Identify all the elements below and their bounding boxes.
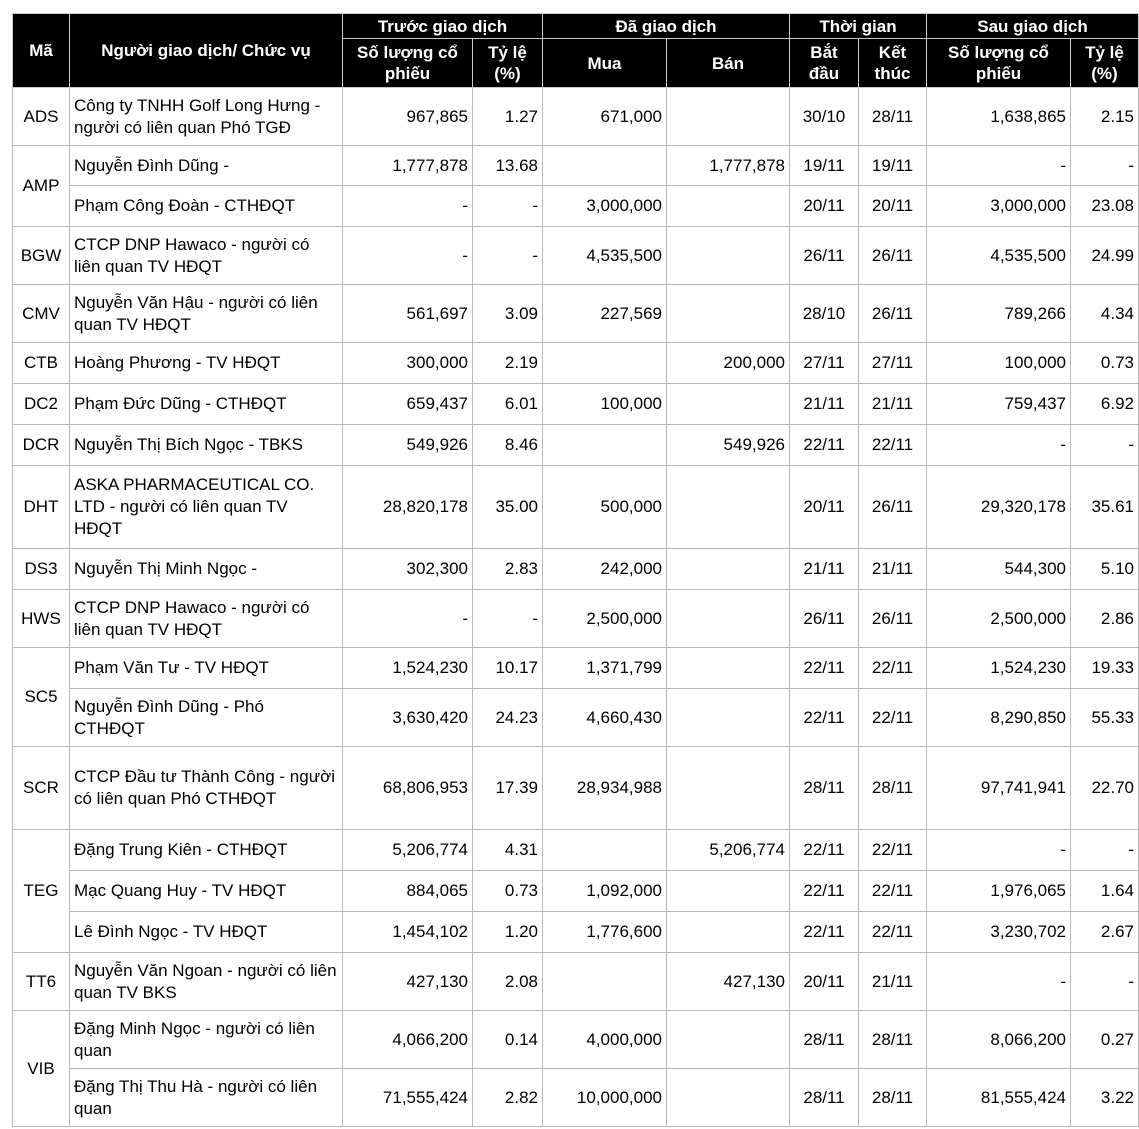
after-pct-cell: 0.27 — [1071, 1011, 1139, 1069]
start-date-cell: 22/11 — [790, 689, 859, 747]
person-cell: Công ty TNHH Golf Long Hưng - người có liên quan Phó TGĐ — [70, 88, 343, 146]
before-qty-cell: 549,926 — [343, 425, 473, 466]
before-qty-cell: 28,820,178 — [343, 466, 473, 549]
person-cell: Nguyễn Đình Dũng - — [70, 146, 343, 186]
after-qty-cell: 759,437 — [927, 384, 1071, 425]
end-date-cell: 22/11 — [859, 425, 927, 466]
start-date-cell: 22/11 — [790, 912, 859, 953]
col-code-header: Mã — [13, 14, 70, 88]
sell-cell — [667, 285, 790, 343]
col-start-header: Bắt đầu — [790, 39, 859, 88]
table-row — [13, 146, 1139, 186]
start-date-cell: 22/11 — [790, 830, 859, 871]
before-pct-cell: 13.68 — [473, 146, 543, 186]
before-qty-cell: 71,555,424 — [343, 1069, 473, 1127]
after-qty-cell: 3,230,702 — [927, 912, 1071, 953]
stock-code-cell: ADS — [13, 88, 70, 146]
before-pct-cell: 3.09 — [473, 285, 543, 343]
sell-cell — [667, 186, 790, 227]
start-date-cell: 22/11 — [790, 425, 859, 466]
stock-code-cell: DC2 — [13, 384, 70, 425]
person-cell: Phạm Đức Dũng - CTHĐQT — [70, 384, 343, 425]
end-date-cell: 26/11 — [859, 285, 927, 343]
buy-cell: 671,000 — [543, 88, 667, 146]
table-row — [13, 425, 1139, 466]
after-pct-cell: - — [1071, 146, 1139, 186]
table-row — [13, 1069, 1139, 1127]
end-date-cell: 22/11 — [859, 912, 927, 953]
buy-cell: 3,000,000 — [543, 186, 667, 227]
before-pct-cell: 35.00 — [473, 466, 543, 549]
person-cell: Nguyễn Văn Ngoan - người có liên quan TV BKS — [70, 953, 343, 1011]
before-pct-cell: 2.82 — [473, 1069, 543, 1127]
before-qty-cell: 4,066,200 — [343, 1011, 473, 1069]
sell-cell — [667, 912, 790, 953]
start-date-cell: 21/11 — [790, 549, 859, 590]
sell-cell: 200,000 — [667, 343, 790, 384]
table-row — [13, 689, 1139, 747]
before-pct-cell: - — [473, 227, 543, 285]
table-row — [13, 953, 1139, 1011]
sell-cell: 1,777,878 — [667, 146, 790, 186]
stock-code-cell: DS3 — [13, 549, 70, 590]
table-row — [13, 549, 1139, 590]
after-qty-cell: 8,066,200 — [927, 1011, 1071, 1069]
end-date-cell: 26/11 — [859, 466, 927, 549]
person-cell: CTCP DNP Hawaco - người có liên quan TV HĐQT — [70, 227, 343, 285]
before-qty-cell: - — [343, 186, 473, 227]
person-cell: Đặng Trung Kiên - CTHĐQT — [70, 830, 343, 871]
after-pct-cell: 2.67 — [1071, 912, 1139, 953]
buy-cell: 4,535,500 — [543, 227, 667, 285]
end-date-cell: 26/11 — [859, 590, 927, 648]
buy-cell: 4,000,000 — [543, 1011, 667, 1069]
end-date-cell: 28/11 — [859, 88, 927, 146]
person-cell: Nguyễn Thị Bích Ngọc - TBKS — [70, 425, 343, 466]
end-date-cell: 26/11 — [859, 227, 927, 285]
before-pct-cell: 1.20 — [473, 912, 543, 953]
sell-cell — [667, 88, 790, 146]
start-date-cell: 28/11 — [790, 1011, 859, 1069]
end-date-cell: 22/11 — [859, 648, 927, 689]
after-qty-cell: 4,535,500 — [927, 227, 1071, 285]
person-cell: Phạm Công Đoàn - CTHĐQT — [70, 186, 343, 227]
before-pct-cell: 17.39 — [473, 747, 543, 830]
end-date-cell: 28/11 — [859, 1069, 927, 1127]
group-traded-header: Đã giao dịch — [543, 14, 790, 39]
sell-cell — [667, 648, 790, 689]
after-qty-cell: 8,290,850 — [927, 689, 1071, 747]
sell-cell — [667, 549, 790, 590]
before-pct-cell: 2.19 — [473, 343, 543, 384]
col-buy-header: Mua — [543, 39, 667, 88]
before-pct-cell: - — [473, 186, 543, 227]
before-qty-cell: 427,130 — [343, 953, 473, 1011]
person-cell: Nguyễn Đình Dũng - Phó CTHĐQT — [70, 689, 343, 747]
after-qty-cell: - — [927, 953, 1071, 1011]
stock-code-cell: AMP — [13, 146, 70, 227]
before-qty-cell: 302,300 — [343, 549, 473, 590]
after-pct-cell: 5.10 — [1071, 549, 1139, 590]
start-date-cell: 30/10 — [790, 88, 859, 146]
start-date-cell: 19/11 — [790, 146, 859, 186]
after-pct-cell: 1.64 — [1071, 871, 1139, 912]
col-person-header: Người giao dịch/ Chức vụ — [70, 14, 343, 88]
sell-cell — [667, 384, 790, 425]
group-time-header: Thời gian — [790, 14, 927, 39]
insider-trading-table — [12, 13, 1139, 1127]
buy-cell: 2,500,000 — [543, 590, 667, 648]
end-date-cell: 19/11 — [859, 146, 927, 186]
stock-code-cell: DCR — [13, 425, 70, 466]
person-cell: Hoàng Phương - TV HĐQT — [70, 343, 343, 384]
end-date-cell: 22/11 — [859, 689, 927, 747]
after-qty-cell: 1,976,065 — [927, 871, 1071, 912]
after-qty-cell: - — [927, 425, 1071, 466]
before-qty-cell: 561,697 — [343, 285, 473, 343]
after-pct-cell: 19.33 — [1071, 648, 1139, 689]
end-date-cell: 22/11 — [859, 830, 927, 871]
after-qty-cell: 1,638,865 — [927, 88, 1071, 146]
after-qty-cell: 3,000,000 — [927, 186, 1071, 227]
before-pct-cell: - — [473, 590, 543, 648]
after-pct-cell: 55.33 — [1071, 689, 1139, 747]
start-date-cell: 27/11 — [790, 343, 859, 384]
after-qty-cell: 1,524,230 — [927, 648, 1071, 689]
buy-cell: 227,569 — [543, 285, 667, 343]
before-pct-cell: 10.17 — [473, 648, 543, 689]
after-qty-cell: 81,555,424 — [927, 1069, 1071, 1127]
start-date-cell: 26/11 — [790, 590, 859, 648]
buy-cell: 1,092,000 — [543, 871, 667, 912]
buy-cell — [543, 343, 667, 384]
buy-cell: 10,000,000 — [543, 1069, 667, 1127]
end-date-cell: 28/11 — [859, 1011, 927, 1069]
person-cell: Nguyễn Thị Minh Ngọc - — [70, 549, 343, 590]
buy-cell: 28,934,988 — [543, 747, 667, 830]
table-header — [13, 14, 1139, 88]
end-date-cell: 27/11 — [859, 343, 927, 384]
before-pct-cell: 4.31 — [473, 830, 543, 871]
table-row — [13, 648, 1139, 689]
after-qty-cell: 97,741,941 — [927, 747, 1071, 830]
before-qty-cell: 1,777,878 — [343, 146, 473, 186]
table-row — [13, 747, 1139, 830]
col-after-qty-header: Số lượng cổ phiếu — [927, 39, 1071, 88]
after-qty-cell: 29,320,178 — [927, 466, 1071, 549]
table-row — [13, 227, 1139, 285]
table-row — [13, 343, 1139, 384]
table-row — [13, 830, 1139, 871]
start-date-cell: 26/11 — [790, 227, 859, 285]
after-pct-cell: 3.22 — [1071, 1069, 1139, 1127]
person-cell: Lê Đình Ngọc - TV HĐQT — [70, 912, 343, 953]
person-cell: Đặng Thị Thu Hà - người có liên quan — [70, 1069, 343, 1127]
person-cell: CTCP Đầu tư Thành Công - người có liên quan Phó CTHĐQT — [70, 747, 343, 830]
buy-cell — [543, 146, 667, 186]
before-pct-cell: 0.73 — [473, 871, 543, 912]
before-qty-cell: - — [343, 227, 473, 285]
buy-cell: 242,000 — [543, 549, 667, 590]
start-date-cell: 20/11 — [790, 953, 859, 1011]
after-pct-cell: - — [1071, 830, 1139, 871]
stock-code-cell: CTB — [13, 343, 70, 384]
table-row — [13, 466, 1139, 549]
buy-cell: 4,660,430 — [543, 689, 667, 747]
end-date-cell: 22/11 — [859, 871, 927, 912]
sell-cell — [667, 466, 790, 549]
before-pct-cell: 6.01 — [473, 384, 543, 425]
person-cell: Đặng Minh Ngọc - người có liên quan — [70, 1011, 343, 1069]
col-end-header: Kết thúc — [859, 39, 927, 88]
start-date-cell: 28/11 — [790, 747, 859, 830]
after-pct-cell: - — [1071, 953, 1139, 1011]
end-date-cell: 20/11 — [859, 186, 927, 227]
after-qty-cell: 100,000 — [927, 343, 1071, 384]
after-pct-cell: 2.15 — [1071, 88, 1139, 146]
after-pct-cell: 6.92 — [1071, 384, 1139, 425]
person-cell: Mạc Quang Huy - TV HĐQT — [70, 871, 343, 912]
table-row — [13, 1011, 1139, 1069]
before-qty-cell: 300,000 — [343, 343, 473, 384]
buy-cell — [543, 425, 667, 466]
after-pct-cell: 23.08 — [1071, 186, 1139, 227]
after-qty-cell: 544,300 — [927, 549, 1071, 590]
sell-cell — [667, 1011, 790, 1069]
sell-cell — [667, 747, 790, 830]
before-pct-cell: 8.46 — [473, 425, 543, 466]
after-qty-cell: - — [927, 146, 1071, 186]
buy-cell: 1,776,600 — [543, 912, 667, 953]
start-date-cell: 28/11 — [790, 1069, 859, 1127]
group-after-header: Sau giao dịch — [927, 14, 1139, 39]
before-pct-cell: 2.08 — [473, 953, 543, 1011]
start-date-cell: 21/11 — [790, 384, 859, 425]
stock-code-cell: CMV — [13, 285, 70, 343]
after-qty-cell: 789,266 — [927, 285, 1071, 343]
person-cell: Phạm Văn Tư - TV HĐQT — [70, 648, 343, 689]
before-pct-cell: 24.23 — [473, 689, 543, 747]
person-cell: Nguyễn Văn Hậu - người có liên quan TV HĐQT — [70, 285, 343, 343]
col-sell-header: Bán — [667, 39, 790, 88]
table-row — [13, 285, 1139, 343]
buy-cell: 1,371,799 — [543, 648, 667, 689]
after-pct-cell: 35.61 — [1071, 466, 1139, 549]
table-row — [13, 590, 1139, 648]
after-pct-cell: 2.86 — [1071, 590, 1139, 648]
buy-cell: 100,000 — [543, 384, 667, 425]
start-date-cell: 22/11 — [790, 648, 859, 689]
after-qty-cell: 2,500,000 — [927, 590, 1071, 648]
before-qty-cell: 1,454,102 — [343, 912, 473, 953]
col-before-pct-header: Tỷ lệ (%) — [473, 39, 543, 88]
before-pct-cell: 2.83 — [473, 549, 543, 590]
before-pct-cell: 1.27 — [473, 88, 543, 146]
after-pct-cell: 4.34 — [1071, 285, 1139, 343]
before-qty-cell: 5,206,774 — [343, 830, 473, 871]
person-cell: CTCP DNP Hawaco - người có liên quan TV HĐQT — [70, 590, 343, 648]
start-date-cell: 20/11 — [790, 186, 859, 227]
after-pct-cell: 22.70 — [1071, 747, 1139, 830]
start-date-cell: 22/11 — [790, 871, 859, 912]
start-date-cell: 20/11 — [790, 466, 859, 549]
stock-code-cell: TT6 — [13, 953, 70, 1011]
before-qty-cell: 659,437 — [343, 384, 473, 425]
before-qty-cell: 967,865 — [343, 88, 473, 146]
before-qty-cell: 3,630,420 — [343, 689, 473, 747]
stock-code-cell: VIB — [13, 1011, 70, 1127]
stock-code-cell: SC5 — [13, 648, 70, 747]
end-date-cell: 21/11 — [859, 953, 927, 1011]
table-row — [13, 88, 1139, 146]
col-after-pct-header: Tỷ lệ (%) — [1071, 39, 1139, 88]
sell-cell — [667, 1069, 790, 1127]
buy-cell: 500,000 — [543, 466, 667, 549]
stock-code-cell: TEG — [13, 830, 70, 953]
stock-code-cell: DHT — [13, 466, 70, 549]
end-date-cell: 28/11 — [859, 747, 927, 830]
table-row — [13, 384, 1139, 425]
group-before-header: Trước giao dịch — [343, 14, 543, 39]
start-date-cell: 28/10 — [790, 285, 859, 343]
stock-code-cell: SCR — [13, 747, 70, 830]
col-before-qty-header: Số lượng cổ phiếu — [343, 39, 473, 88]
before-qty-cell: - — [343, 590, 473, 648]
table-row — [13, 186, 1139, 227]
sell-cell: 5,206,774 — [667, 830, 790, 871]
sell-cell: 427,130 — [667, 953, 790, 1011]
sell-cell — [667, 871, 790, 912]
person-cell: ASKA PHARMACEUTICAL CO. LTD - người có liên quan TV HĐQT — [70, 466, 343, 549]
stock-code-cell: HWS — [13, 590, 70, 648]
before-qty-cell: 884,065 — [343, 871, 473, 912]
before-qty-cell: 68,806,953 — [343, 747, 473, 830]
buy-cell — [543, 830, 667, 871]
sell-cell: 549,926 — [667, 425, 790, 466]
buy-cell — [543, 953, 667, 1011]
sell-cell — [667, 689, 790, 747]
after-pct-cell: - — [1071, 425, 1139, 466]
end-date-cell: 21/11 — [859, 549, 927, 590]
before-pct-cell: 0.14 — [473, 1011, 543, 1069]
stock-code-cell: BGW — [13, 227, 70, 285]
sell-cell — [667, 227, 790, 285]
sell-cell — [667, 590, 790, 648]
table-body — [13, 88, 1139, 1127]
before-qty-cell: 1,524,230 — [343, 648, 473, 689]
table-row — [13, 912, 1139, 953]
after-pct-cell: 0.73 — [1071, 343, 1139, 384]
table-row — [13, 871, 1139, 912]
end-date-cell: 21/11 — [859, 384, 927, 425]
after-qty-cell: - — [927, 830, 1071, 871]
after-pct-cell: 24.99 — [1071, 227, 1139, 285]
